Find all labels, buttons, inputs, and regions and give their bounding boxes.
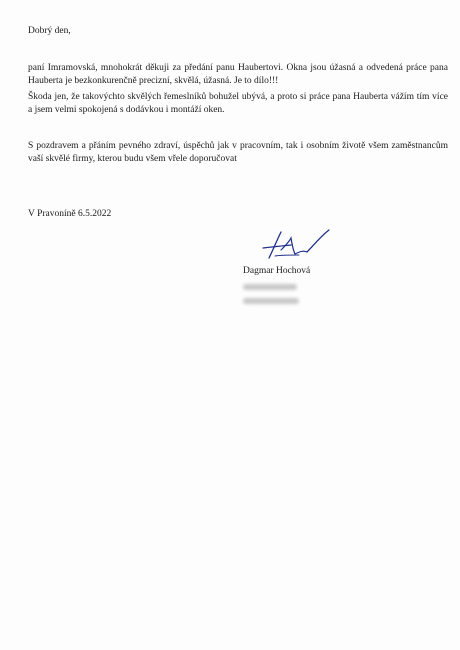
handwritten-signature bbox=[255, 228, 335, 264]
paragraph-praise: Škoda jen, že takovýchto skvělých řemeslníků bohužel ubývá, a proto si práce pana Hauberta vážím tím více a jsem velmi spokojená s dodávkou i montáží oken. bbox=[28, 92, 448, 115]
paragraph-thanks: paní Imramovská, mnohokrát děkuji za předání panu Haubertovi. Okna jsou úžasná a odvedená práce pana Hauberta je bezkonkurenčně precizní, skvělá, úžasná. Je to dílo!!! bbox=[28, 63, 448, 86]
greeting: Dobrý den, bbox=[28, 26, 71, 36]
paragraph-closing: S pozdravem a přáním pevného zdraví, úspěchů jak v pracovním, tak i osobním životě všem zaměstnancům vaší skvělé firmy, kterou budu všem vřele doporučovat bbox=[28, 141, 448, 164]
place-and-date: V Pravoníně 6.5.2022 bbox=[28, 209, 112, 219]
redacted-address-line-2 bbox=[243, 298, 299, 304]
signer-name: Dagmar Hochová bbox=[243, 266, 311, 276]
redacted-address-line-1 bbox=[243, 284, 297, 290]
